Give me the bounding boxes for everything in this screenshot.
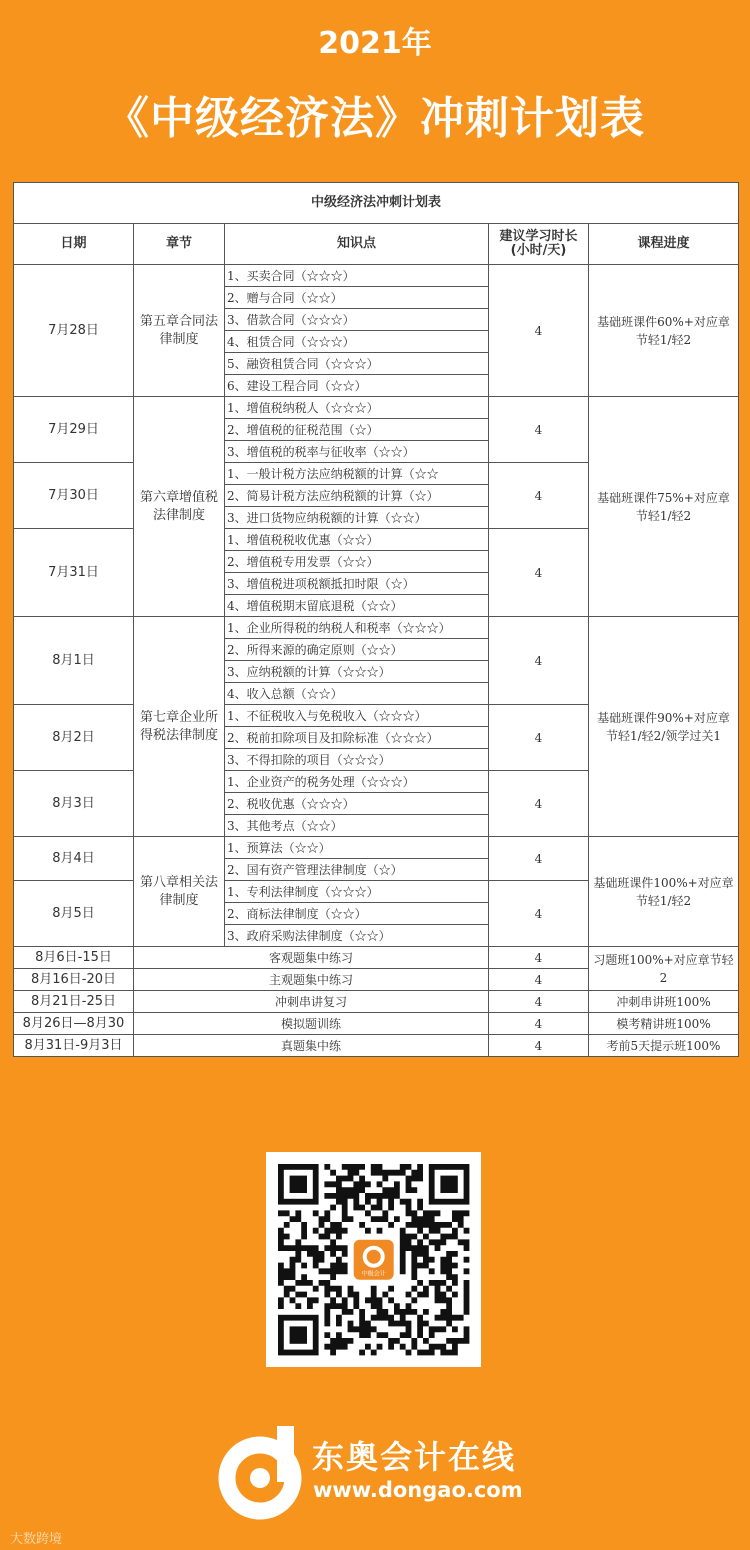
knowledge-item: 1、企业资产的税务处理（☆☆☆） [225, 771, 489, 793]
hours-cell: 4 [489, 617, 589, 705]
knowledge-item: 1、企业所得税的纳税人和税率（☆☆☆） [225, 617, 489, 639]
brand-name: 东奥会计在线 [312, 1438, 517, 1476]
review-content-cell: 冲刺串讲复习 [134, 991, 489, 1013]
progress-cell: 冲刺串讲班100% [589, 991, 739, 1013]
date-cell: 7月29日 [14, 397, 134, 463]
knowledge-item: 2、增值税专用发票（☆☆） [225, 551, 489, 573]
col-header-hours-line2: (小时/天) [510, 243, 567, 258]
review-date-cell: 8月16日-20日 [14, 969, 134, 991]
knowledge-item: 3、不得扣除的项目（☆☆☆） [225, 749, 489, 771]
knowledge-item: 2、所得来源的确定原则（☆☆） [225, 639, 489, 661]
knowledge-item: 4、收入总额（☆☆） [225, 683, 489, 705]
knowledge-item: 1、专利法律制度（☆☆☆） [225, 881, 489, 903]
date-cell: 7月28日 [14, 265, 134, 397]
date-cell: 7月31日 [14, 529, 134, 617]
col-header-hours [489, 224, 589, 265]
date-cell: 8月1日 [14, 617, 134, 705]
knowledge-item: 6、建设工程合同（☆☆） [225, 375, 489, 397]
date-cell: 8月3日 [14, 771, 134, 837]
review-content-cell: 客观题集中练习 [134, 947, 489, 969]
review-content-cell: 主观题集中练习 [134, 969, 489, 991]
review-date-cell: 8月26日—8月30 [14, 1013, 134, 1035]
chapter-cell: 第七章企业所得税法律制度 [134, 617, 225, 837]
knowledge-item: 2、增值税的征税范围（☆） [225, 419, 489, 441]
progress-cell: 模考精讲班100% [589, 1013, 739, 1035]
date-cell: 8月2日 [14, 705, 134, 771]
page-title: 《中级经济法》冲刺计划表 [105, 93, 645, 144]
hours-cell: 4 [489, 991, 589, 1013]
hours-cell: 4 [489, 705, 589, 771]
review-date-cell: 8月21日-25日 [14, 991, 134, 1013]
hours-cell: 4 [489, 947, 589, 969]
hours-cell: 4 [489, 529, 589, 617]
knowledge-item: 1、增值税税收优惠（☆☆） [225, 529, 489, 551]
schedule-table [13, 182, 739, 1057]
knowledge-item: 3、政府采购法律制度（☆☆） [225, 925, 489, 947]
hours-cell: 4 [489, 397, 589, 463]
brand-url[interactable]: www.dongao.com [313, 1478, 523, 1502]
dongao-logo-icon [218, 1420, 304, 1524]
chapter-cell: 第六章增值税法律制度 [134, 397, 225, 617]
knowledge-item: 5、融资租赁合同（☆☆☆） [225, 353, 489, 375]
knowledge-item: 2、税前扣除项目及扣除标准（☆☆☆） [225, 727, 489, 749]
hours-cell: 4 [489, 1035, 589, 1057]
knowledge-item: 1、增值税纳税人（☆☆☆） [225, 397, 489, 419]
hours-cell: 4 [489, 265, 589, 397]
date-cell: 8月4日 [14, 837, 134, 881]
knowledge-item: 3、应纳税额的计算（☆☆☆） [225, 661, 489, 683]
review-content-cell: 模拟题训练 [134, 1013, 489, 1035]
schedule-sheet [13, 182, 738, 1057]
knowledge-item: 3、进口货物应纳税额的计算（☆☆） [225, 507, 489, 529]
date-cell: 7月30日 [14, 463, 134, 529]
watermark: 大数跨境 [10, 1532, 63, 1547]
knowledge-item: 2、税收优惠（☆☆☆） [225, 793, 489, 815]
date-cell: 8月5日 [14, 881, 134, 947]
col-header-chapter: 章节 [134, 224, 225, 265]
chapter-cell: 第五章合同法律制度 [134, 265, 225, 397]
qr-code[interactable] [266, 1152, 481, 1367]
knowledge-item: 2、商标法律制度（☆☆） [225, 903, 489, 925]
knowledge-item: 3、借款合同（☆☆☆） [225, 309, 489, 331]
knowledge-item: 4、租赁合同（☆☆☆） [225, 331, 489, 353]
review-date-cell: 8月6日-15日 [14, 947, 134, 969]
knowledge-item: 1、预算法（☆☆） [225, 837, 489, 859]
progress-cell: 习题班100%+对应章节轻2 [589, 947, 739, 991]
col-header-hours-line1: 建议学习时长 [499, 229, 578, 244]
qr-badge-text: 中级会计 [361, 1270, 386, 1278]
knowledge-item: 2、赠与合同（☆☆） [225, 287, 489, 309]
col-header-knowledge: 知识点 [225, 224, 489, 265]
hours-cell: 4 [489, 969, 589, 991]
progress-cell: 基础班课件60%+对应章节轻1/轻2 [589, 265, 739, 397]
review-content-cell: 真题集中练 [134, 1035, 489, 1057]
knowledge-item: 3、增值税进项税额抵扣时限（☆） [225, 573, 489, 595]
page-year: 2021年 [318, 26, 432, 61]
knowledge-item: 1、买卖合同（☆☆☆） [225, 265, 489, 287]
knowledge-item: 3、其他考点（☆☆） [225, 815, 489, 837]
chapter-cell: 第八章相关法律制度 [134, 837, 225, 947]
progress-cell: 考前5天提示班100% [589, 1035, 739, 1057]
progress-cell: 基础班课件100%+对应章节轻1/轻2 [589, 837, 739, 947]
col-header-date: 日期 [14, 224, 134, 265]
hours-cell: 4 [489, 771, 589, 837]
knowledge-item: 1、不征税收入与免税收入（☆☆☆） [225, 705, 489, 727]
hours-cell: 4 [489, 837, 589, 881]
knowledge-item: 2、国有资产管理法律制度（☆） [225, 859, 489, 881]
col-header-progress: 课程进度 [589, 224, 739, 265]
knowledge-item: 4、增值税期末留底退税（☆☆） [225, 595, 489, 617]
hours-cell: 4 [489, 463, 589, 529]
progress-cell: 基础班课件90%+对应章节轻1/轻2/领学过关1 [589, 617, 739, 837]
review-date-cell: 8月31日-9月3日 [14, 1035, 134, 1057]
progress-cell: 基础班课件75%+对应章节轻1/轻2 [589, 397, 739, 617]
hours-cell: 4 [489, 881, 589, 947]
table-caption: 中级经济法冲刺计划表 [14, 183, 739, 224]
knowledge-item: 1、一般计税方法应纳税额的计算（☆☆ [225, 463, 489, 485]
hours-cell: 4 [489, 1013, 589, 1035]
qr-code-image [266, 1152, 481, 1367]
knowledge-item: 3、增值税的税率与征收率（☆☆） [225, 441, 489, 463]
knowledge-item: 2、简易计税方法应纳税额的计算（☆） [225, 485, 489, 507]
